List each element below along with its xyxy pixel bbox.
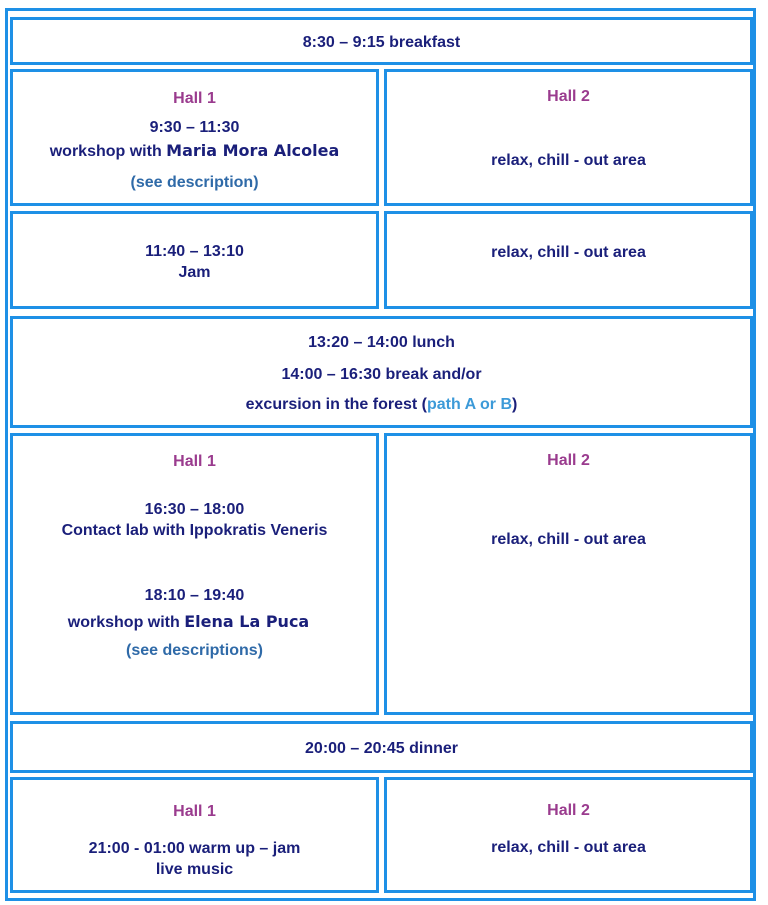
workshop-prefix: workshop with [49,143,167,160]
relax-area-text: relax, chill - out area [491,244,646,261]
workshop2-prefix: workshop with [67,614,185,631]
jam-cell [10,211,379,309]
hall1-label: Hall 1 [173,803,216,820]
lunch-cell [10,316,753,428]
hall2-evening-cell [384,777,753,893]
hall2-morning-cell [384,69,753,206]
path-link[interactable]: path A or B [427,396,513,413]
hall1-morning-cell [10,69,379,206]
hall1-afternoon-cell [10,433,379,715]
jam-text: Jam [178,264,211,281]
workshop-time: 9:30 – 11:30 [149,119,240,136]
excursion-text [13,396,750,414]
hall2-jam-cell [384,211,753,309]
relax-area-text: relax, chill - out area [491,152,646,169]
breakfast-cell [10,17,753,65]
hall2-label: Hall 2 [547,802,590,819]
workshop2-title [13,612,364,632]
hall2-label: Hall 2 [547,452,590,469]
workshop2-person: Elena La Puca [184,612,310,631]
relax-area-text: relax, chill - out area [491,531,646,548]
see-descriptions-link[interactable]: (see descriptions) [126,642,263,659]
excursion-suffix: ) [512,396,518,413]
dinner-cell [10,721,753,773]
breakfast-text: 8:30 – 9:15 breakfast [302,34,461,51]
workshop-person: Maria Mora Alcolea [166,141,340,160]
live-music-text: live music [155,861,234,878]
hall1-evening-cell [10,777,379,893]
workshop2-time: 18:10 – 19:40 [144,587,245,604]
contact-lab-text: Contact lab with Ippokratis Veneris [61,522,328,539]
jam-time: 11:40 – 13:10 [145,243,244,260]
relax-area-text: relax, chill - out area [491,839,646,856]
dinner-text: 20:00 – 20:45 dinner [305,740,458,757]
hall1-label: Hall 1 [173,453,216,470]
lunch-text: 13:20 – 14:00 lunch [308,334,455,351]
hall1-label: Hall 1 [173,90,216,107]
warmup-jam-text: 21:00 - 01:00 warm up – jam [88,840,301,857]
hall2-afternoon-cell [384,433,753,715]
workshop-title [13,141,376,161]
hall2-label: Hall 2 [547,88,590,105]
excursion-prefix: excursion in the forest ( [245,396,427,413]
break-text: 14:00 – 16:30 break and/or [281,366,482,383]
see-description-link[interactable]: (see description) [130,174,259,191]
contact-lab-time: 16:30 – 18:00 [144,501,245,518]
